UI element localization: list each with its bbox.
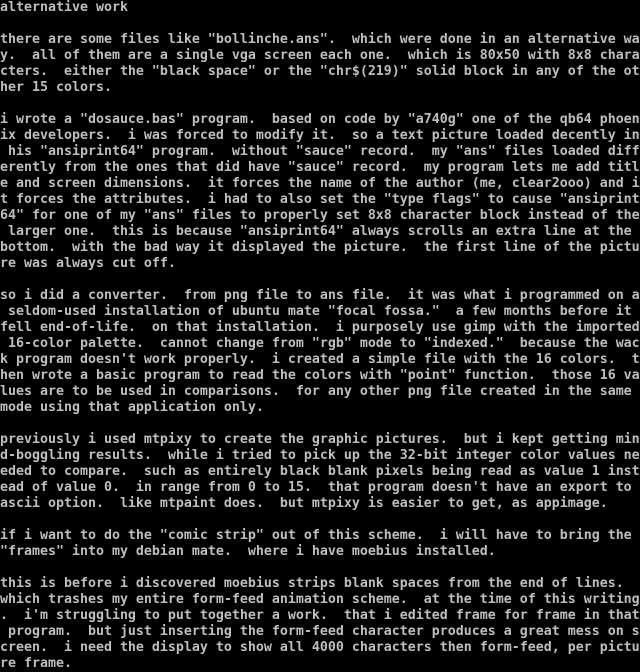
terminal-line: eded to compare. such as entirely black blank pixels being read as value 1 inst: [0, 464, 640, 479]
terminal-line: k program doesn't work properly. i created a simple file with the 16 colors. t: [0, 352, 640, 367]
terminal-line: previously i used mtpixy to create the graphic pictures. but i kept getting min: [0, 432, 640, 447]
terminal-line: her 15 colors.: [0, 80, 112, 95]
terminal-line: fell end-of-life. on that installation. i purposely use gimp with the imported: [0, 320, 640, 335]
terminal-line: d-boggling results. while i tried to pick up the 32-bit integer color values ne: [0, 448, 640, 463]
terminal-line: e and screen dimensions. it forces the name of the author (me, clear2ooo) and i: [0, 176, 640, 191]
terminal-line: ead of value 0. in range from 0 to 15. that program doesn't have an export to: [0, 480, 640, 495]
terminal-line: so i did a converter. from png file to ans file. it was what i programmed on a: [0, 288, 640, 303]
terminal-line: cters. either the "black space" or the "chr$(219)" solid block in any of the ot: [0, 64, 640, 79]
terminal-line: larger one. this is because "ansiprint64" always scrolls an extra line at the: [0, 224, 640, 239]
terminal-blank-line: [0, 512, 640, 528]
terminal-line: 16-color palette. cannot change from "rgb" mode to "indexed." because the wac: [0, 336, 640, 351]
terminal-line: re frame.: [0, 656, 72, 671]
terminal-line: alternative work: [0, 0, 128, 15]
terminal-line: seldom-used installation of ubuntu mate "focal fossa." a few months before it: [0, 304, 640, 319]
terminal-line: lues are to be used in comparisons. for any other png file created in the same: [0, 384, 640, 399]
terminal-blank-line: [0, 416, 640, 432]
terminal-line: ix developers. i was forced to modify it. so a text picture loaded decently in: [0, 128, 640, 143]
terminal-line: "frames" into my debian mate. where i have moebius installed.: [0, 544, 496, 559]
terminal-line: i wrote a "dosauce.bas" program. based on code by "a740g" one of the qb64 phoen: [0, 112, 640, 127]
terminal-line: y. all of them are a single vga screen each one. which is 80x50 with 8x8 chara: [0, 48, 640, 63]
terminal-blank-line: [0, 96, 640, 112]
terminal-line: which trashes my entire form-feed animation scheme. at the time of this writing: [0, 592, 640, 607]
terminal-line: there are some files like "bollinche.ans". which were done in an alternative wa: [0, 32, 640, 47]
terminal-line: hen wrote a basic program to read the colors with "point" function. those 16 va: [0, 368, 640, 383]
terminal-line: ascii option. like mtpaint does. but mtpixy is easier to get, as appimage.: [0, 496, 608, 511]
terminal-line: his "ansiprint64" program. without "sauce" record. my "ans" files loaded diff: [0, 144, 640, 159]
terminal-line: erently from the ones that did have "sauce" record. my program lets me add titl: [0, 160, 640, 175]
terminal-line: this is before i discovered moebius strips blank spaces from the end of lines.: [0, 576, 640, 591]
terminal-blank-line: [0, 272, 640, 288]
terminal-line: 64" for one of my "ans" files to properly set 8x8 character block instead of the: [0, 208, 640, 223]
terminal-line: t forces the attributes. i had to also set the "type flags" to cause "ansiprint: [0, 192, 640, 207]
terminal-blank-line: [0, 16, 640, 32]
terminal-blank-line: [0, 560, 640, 576]
terminal-line: bottom. with the bad way it displayed the picture. the first line of the pictu: [0, 240, 640, 255]
terminal-line: mode using that application only.: [0, 400, 264, 415]
terminal-line: program. but just inserting the form-feed character produces a great mess on s: [0, 624, 640, 639]
terminal-line: . i'm struggling to put together a work. that i edited frame for frame in that: [0, 608, 640, 623]
terminal-line: re was always cut off.: [0, 256, 176, 271]
terminal-line: creen. i need the display to show all 4000 characters then form-feed, per pictu: [0, 640, 640, 655]
terminal-line: if i want to do the "comic strip" out of this scheme. i will have to bring the: [0, 528, 640, 543]
